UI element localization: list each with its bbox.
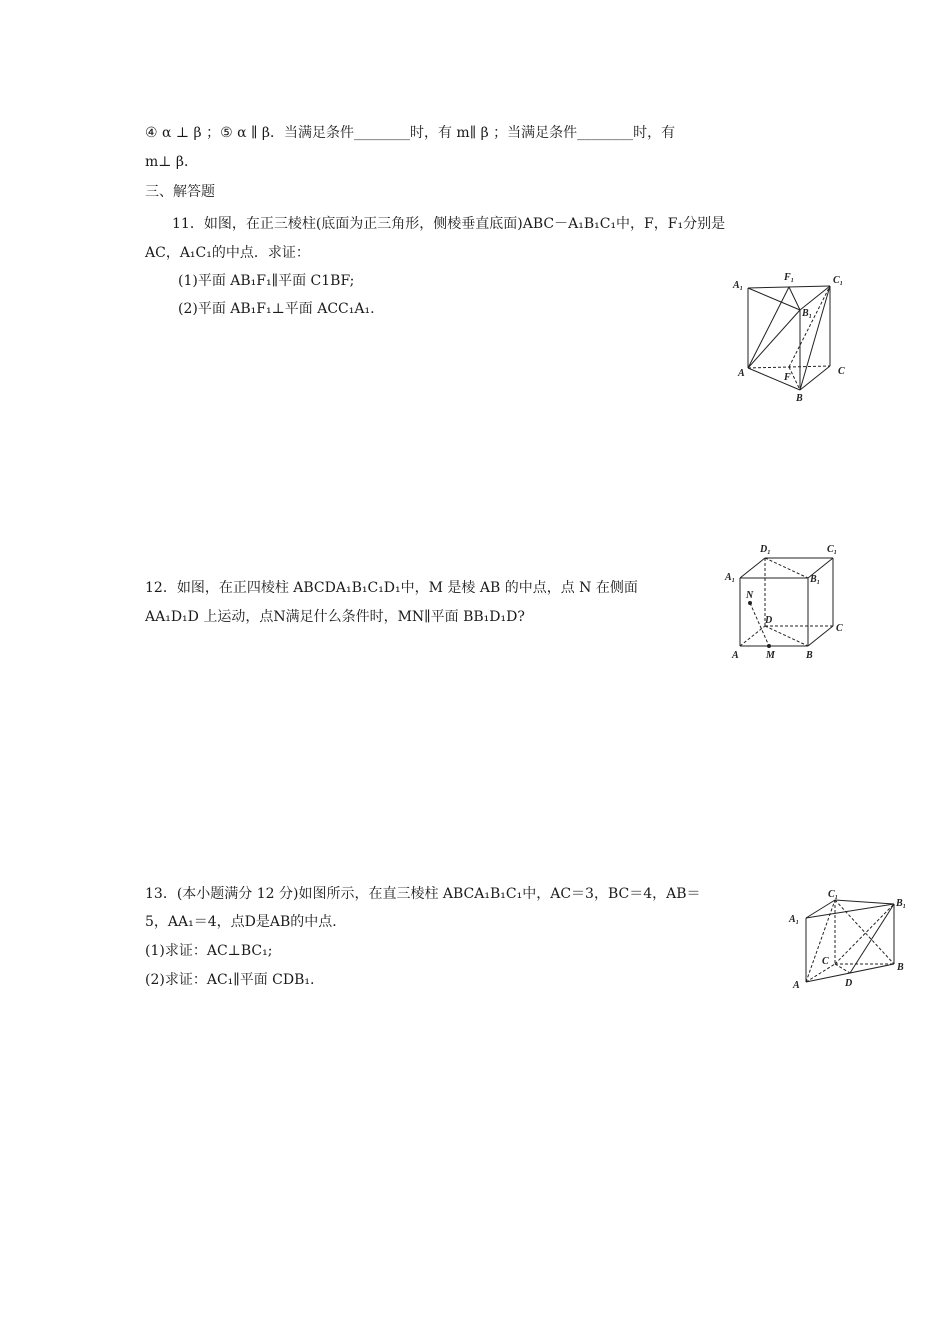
q13-label-a1: A₁ <box>789 914 800 925</box>
q11-line-1: 11．如图，在正三棱柱(底面为正三角形，侧棱垂直底面)ABC－A₁B₁C₁中，F，F₁分别是 <box>172 216 726 232</box>
q11-label-a1: A₁ <box>733 280 744 291</box>
q12-label-d1: D₁ <box>760 544 771 555</box>
q12-prism-figure <box>722 540 852 665</box>
q13-label-d: D <box>845 978 853 989</box>
q13-part-1: (1)求证：AC⊥BC₁; <box>145 943 273 959</box>
q12-label-c1: C₁ <box>827 544 838 555</box>
q13-part-2: (2)求证：AC₁∥平面 CDB₁. <box>145 972 315 988</box>
q13-prism-figure <box>780 888 915 994</box>
q10-line-2: m⊥ β． <box>145 154 198 170</box>
q13-label-b: B <box>897 962 904 973</box>
q13-label-a: A <box>793 980 800 991</box>
q12-line-1: 12．如图，在正四棱柱 ABCDA₁B₁C₁D₁中，M 是棱 AB 的中点，点 N 在侧面 <box>145 580 638 596</box>
q12-label-c: C <box>836 623 843 634</box>
q12-label-d: D <box>765 615 773 626</box>
q12-label-b1: B₁ <box>810 574 821 585</box>
q11-prism-figure <box>730 268 860 408</box>
q13-line-2: 5，AA₁＝4，点D是AB的中点． <box>145 914 347 930</box>
q11-label-c1: C₁ <box>833 275 844 286</box>
section-title: 三、解答题 <box>145 184 215 200</box>
q12-label-n: N <box>746 590 754 601</box>
q12-label-a: A <box>732 650 739 661</box>
q13-label-b1: B₁ <box>896 898 907 909</box>
q11-line-2: AC，A₁C₁的中点．求证： <box>145 245 310 261</box>
q11-label-b: B <box>796 393 803 404</box>
q12-label-m: M <box>766 650 775 661</box>
q11-label-f: F <box>784 372 791 383</box>
q13-label-c1: C₁ <box>828 889 839 900</box>
q11-label-a: A <box>738 368 745 379</box>
q11-label-b1: B₁ <box>802 308 813 319</box>
q12-label-a1: A₁ <box>725 572 736 583</box>
q11-label-c: C <box>838 366 845 377</box>
q11-label-f1: F₁ <box>784 272 795 283</box>
q10-line-1: ④ α ⊥ β ；⑤ α ∥ β．当满足条件________时，有 m∥ β ；当满足条件________时，有 <box>145 125 676 141</box>
q13-label-c: C <box>822 956 829 967</box>
q12-label-b: B <box>806 650 813 661</box>
q12-line-2: AA₁D₁D 上运动，点N满足什么条件时，MN∥平面 BB₁D₁D? <box>145 609 525 625</box>
q13-line-1: 13．(本小题满分 12 分)如图所示，在直三棱柱 ABCA₁B₁C₁中，AC＝3，BC＝4，AB＝ <box>145 886 701 902</box>
q11-part-1: (1)平面 AB₁F₁∥平面 C1BF; <box>178 273 355 289</box>
q11-part-2: (2)平面 AB₁F₁⊥平面 ACC₁A₁. <box>178 301 375 317</box>
